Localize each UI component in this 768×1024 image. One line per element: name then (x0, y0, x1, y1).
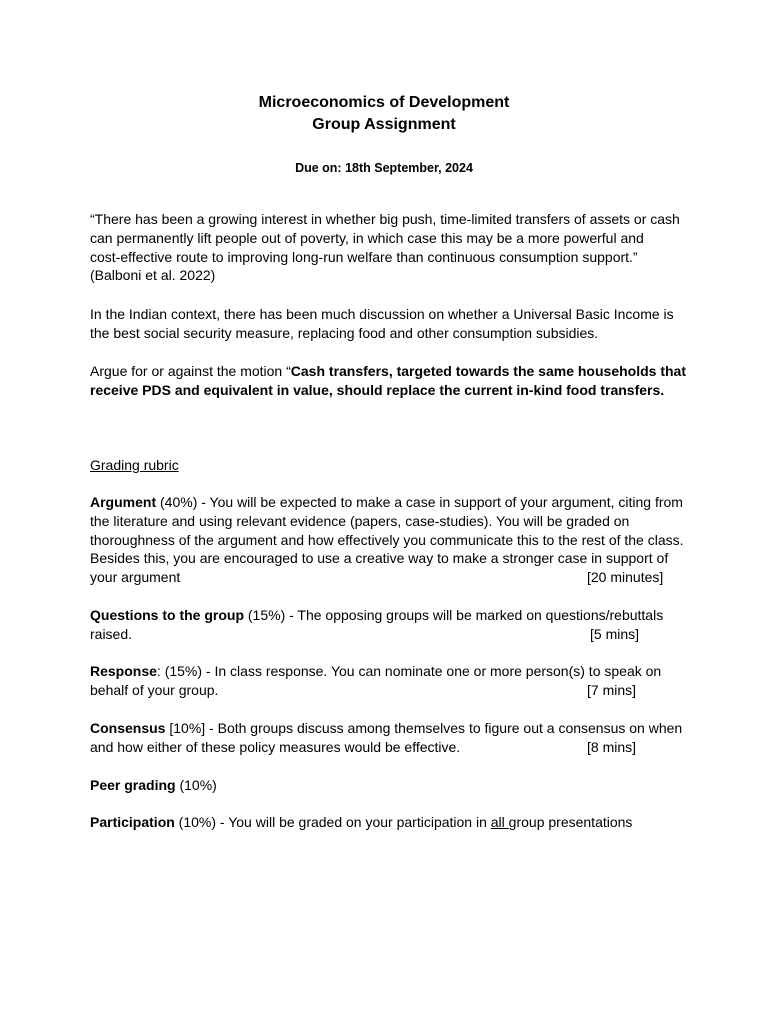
context-line: the best social security measure, replacing food and other consumption subsidies. (90, 324, 599, 341)
rubric-duration: [20 minutes] (587, 569, 664, 586)
quote-line: can permanently lift people out of poverty, in which case this may be a more powerful and (90, 229, 644, 246)
rubric-text: behalf of your group. (90, 681, 219, 698)
rubric-heading: Grading rubric (90, 457, 179, 473)
rubric-label: Argument (90, 494, 157, 510)
rubric-label: Peer grading (90, 777, 176, 793)
rubric-text: raised. (90, 625, 133, 642)
motion-paragraph (90, 362, 690, 400)
context-line: In the Indian context, there has been much discussion on whether a Universal Basic Income is (90, 306, 674, 322)
rubric-label: Participation (90, 814, 175, 830)
rubric-peer (90, 776, 690, 795)
rubric-heading-block (90, 456, 690, 475)
rubric-label: Questions to the group (90, 607, 244, 623)
rubric-argument (90, 493, 690, 587)
rubric-label: Consensus (90, 720, 166, 736)
rubric-text: and how either of these policy measures would be effective. (90, 738, 461, 755)
document-title: Microeconomics of Development (258, 94, 510, 111)
rubric-text: : (15%) - In class response. You can nominate one or more person(s) to speak on (156, 663, 662, 679)
rubric-text: thoroughness of the argument and how effectively you communicate this to the rest of the class. (90, 531, 684, 548)
rubric-participation (90, 813, 690, 832)
rubric-duration: [8 mins] (587, 738, 637, 755)
rubric-consensus (90, 719, 690, 757)
rubric-response (90, 662, 690, 700)
rubric-text: your argument (90, 569, 181, 586)
rubric-text: (15%) - The opposing groups will be marked on questions/rebuttals (244, 607, 664, 623)
document-subtitle: Group Assignment (312, 116, 456, 133)
rubric-duration: [5 mins] (590, 625, 640, 642)
quote-citation: (Balboni et al. 2022) (90, 267, 216, 284)
rubric-label: Response (90, 663, 157, 679)
rubric-duration: [7 mins] (587, 681, 637, 698)
motion-prefix: Argue for or against the motion “ (90, 363, 291, 379)
rubric-text: (10%) - You will be graded on your participation in (174, 814, 491, 830)
quote-line: “There has been a growing interest in whether big push, time-limited transfers of assets or cash (90, 211, 680, 227)
rubric-text: Besides this, you are encouraged to use a creative way to make a stronger case in support of (90, 550, 669, 567)
quote-line: cost-effective route to improving long-run welfare than continuous consumption support.” (90, 248, 638, 265)
context-paragraph (90, 305, 690, 343)
rubric-text: the literature and using relevant evidence (papers, case-studies). You will be graded on (90, 512, 630, 529)
rubric-text: (40%) - You will be expected to make a case in support of your argument, citing from (156, 494, 683, 510)
motion-statement: Cash transfers, targeted towards the same households that (290, 363, 686, 379)
rubric-questions (90, 606, 690, 644)
rubric-text: (10%) (175, 777, 217, 793)
rubric-text: group presentations (508, 814, 633, 830)
motion-statement-line2: receive PDS and equivalent in value, should replace the current in-kind food transfers. (90, 381, 665, 398)
due-date: Due on: 18th September, 2024 (295, 161, 473, 175)
motion-line (90, 362, 690, 381)
rubric-text: [10%] - Both groups discuss among themselves to figure out a consensus on when (165, 720, 683, 736)
rubric-text-emphasis: all (490, 814, 509, 830)
quote-paragraph (90, 210, 690, 285)
